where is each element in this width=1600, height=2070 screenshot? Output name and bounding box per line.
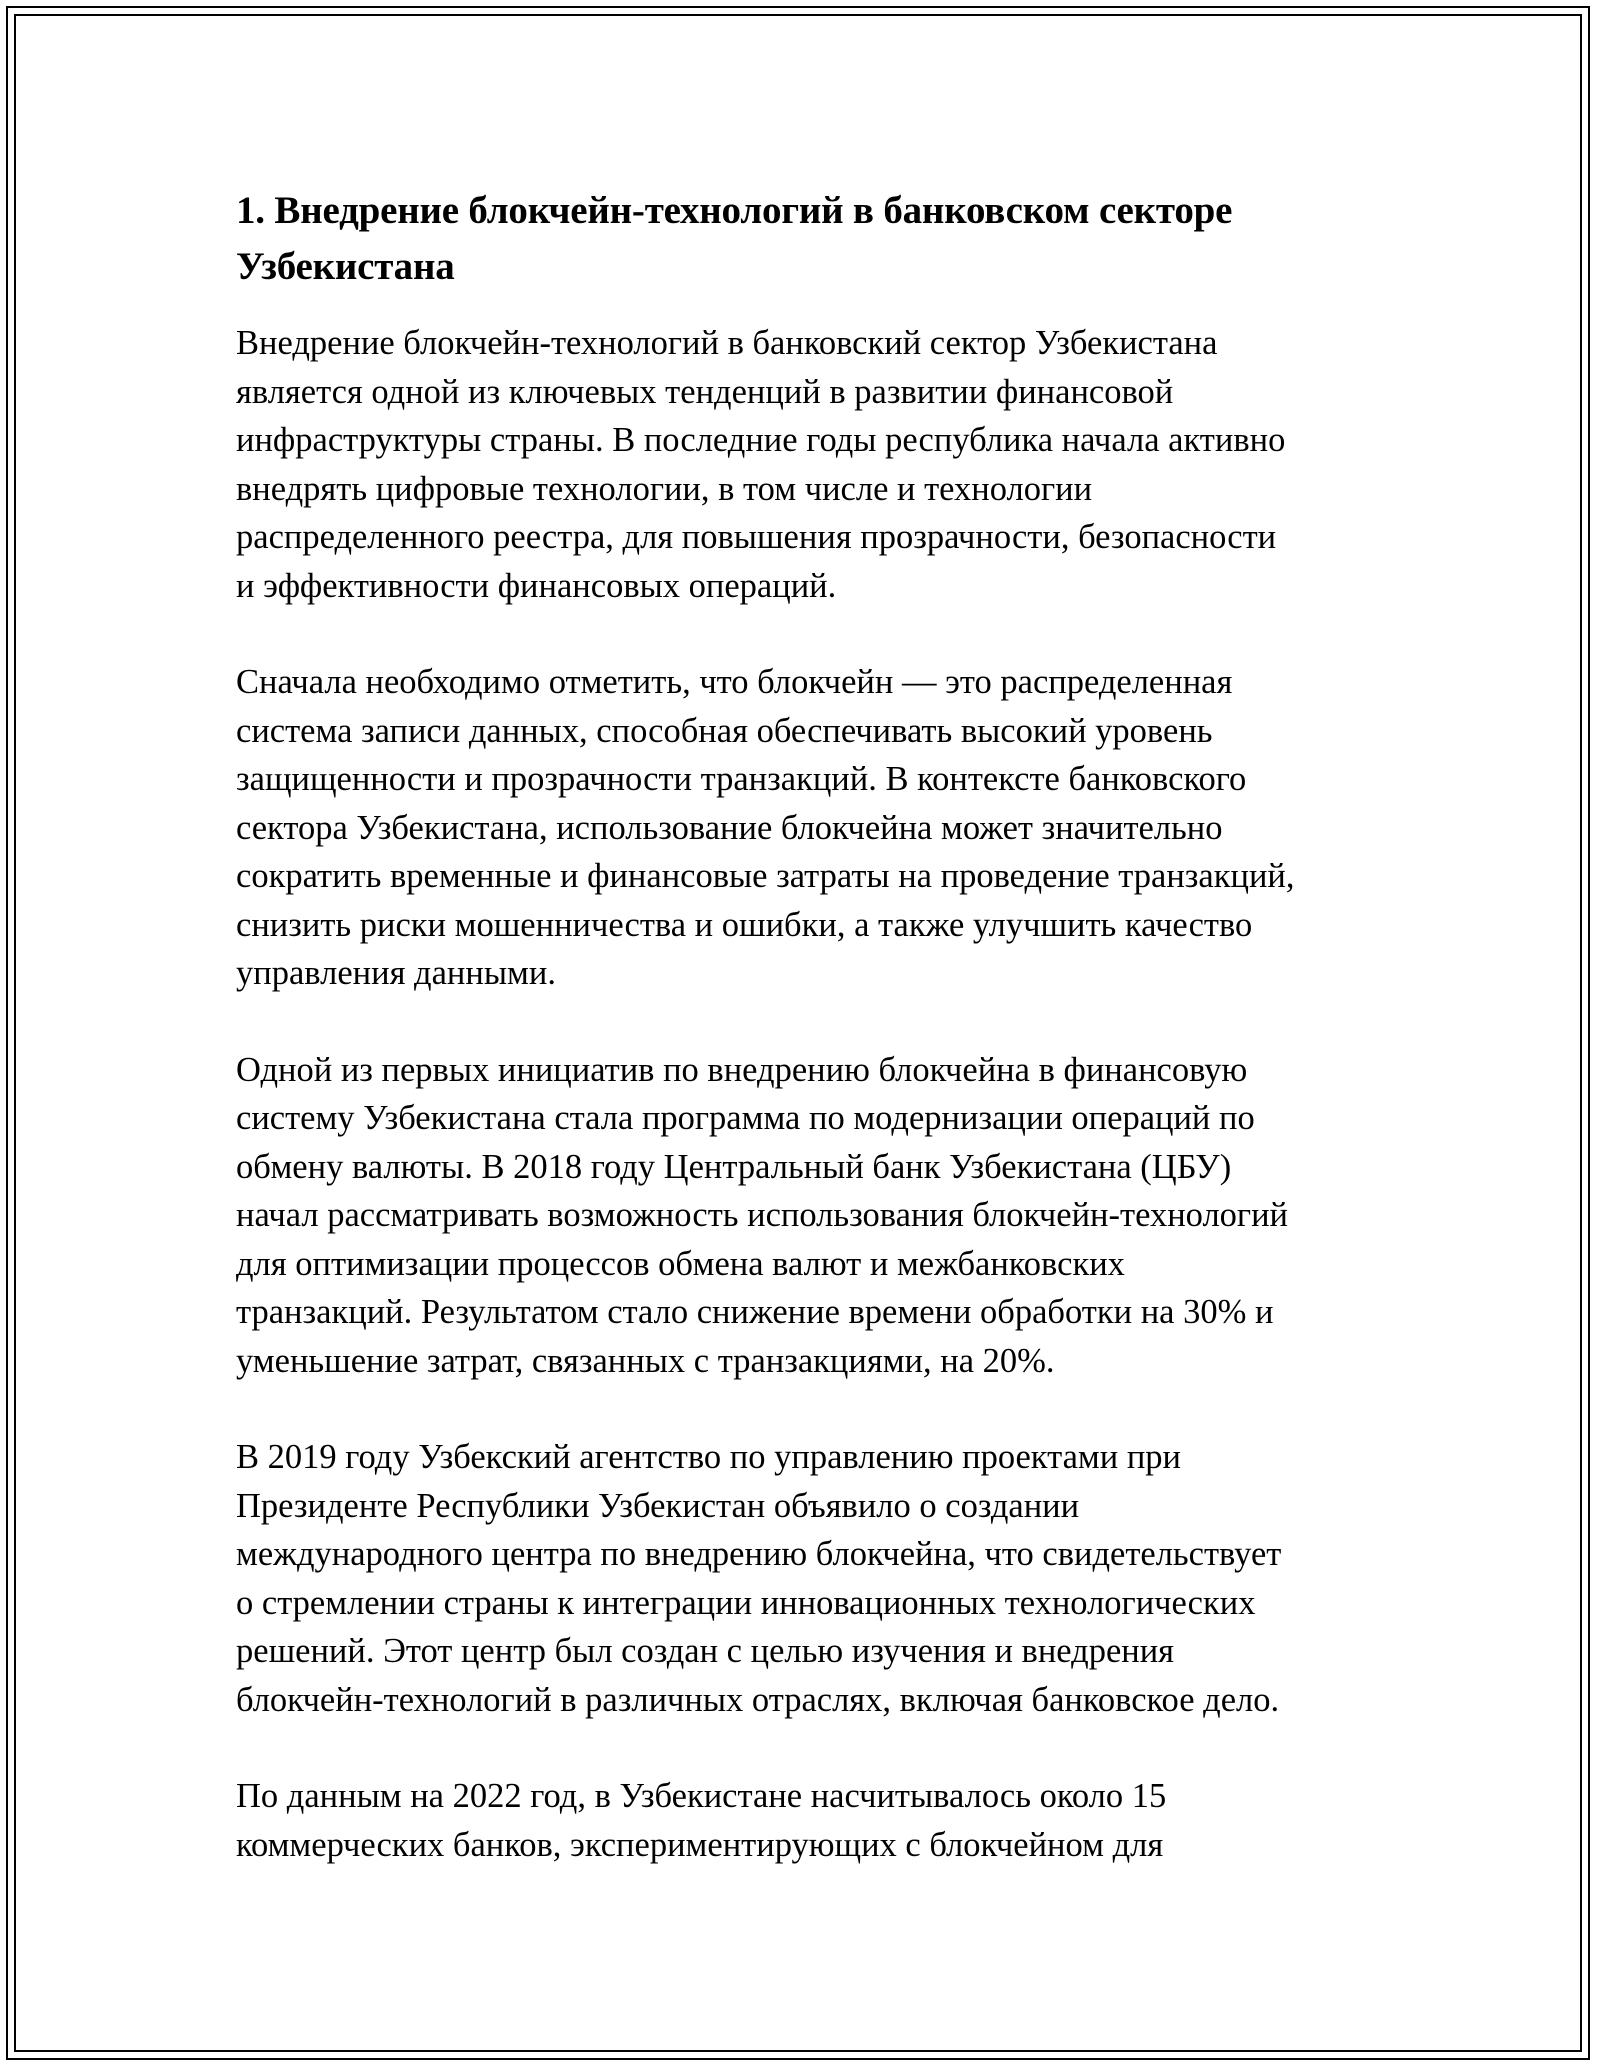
paragraph-intro: Внедрение блокчейн-технологий в банковский сектор Узбекистана является одной из ключевых тенденций в развитии финансовой инфраструктуры страны. В последние годы республика начала активно внедрять цифровые технологии, в том числе и технологии распределенного реестра, для повышения прозрачности, безопасности и эффективности финансовых операций. — [236, 324, 1286, 605]
paragraph-blockchain-definition: Сначала необходимо отметить, что блокчейн — это распределенная система записи данных, способная обеспечивать высокий уровень защищенности и прозрачности транзакций. В контексте банковского сектора Узбекистана, использование блокчейна может значительно сократить временные и финансовые затраты на проведение транзакций, снизить риски мошенничества и ошибки, а также улучшить качество управления данными. — [236, 663, 1295, 992]
paragraph-first-initiatives: Одной из первых инициатив по внедрению блокчейна в финансовую систему Узбекистана стала программа по модернизации операций по обмену валюты. В 2018 году Центральный банк Узбекистана (ЦБУ) начал рассматривать возможность использования блокчейн-технологий для оптимизации процессов обмена валют и межбанковских транзакций. Результатом стало снижение времени обработки на 30% и уменьшение затрат, связанных с транзакциями, на 20%. — [236, 1050, 1288, 1380]
document-body — [236, 183, 1386, 1917]
paragraph-2022-banks: По данным на 2022 год, в Узбекистане насчитывалось около 15 коммерческих банков, экспериментирующих с блокчейном для — [236, 1777, 1167, 1864]
section-heading: 1. Внедрение блокчейн-технологий в банковском секторе Узбекистана — [236, 189, 1233, 288]
paragraph-2019-center: В 2019 году Узбекский агентство по управлению проектами при Президенте Республики Узбекистан объявило о создании международного центра по внедрению блокчейна, что свидетельствует о стремлении страны к интеграции инновационных технологических решений. Этот центр был создан с целью изучения и внедрения блокчейн-технологий в различных отраслях, включая банковское дело. — [236, 1438, 1282, 1719]
